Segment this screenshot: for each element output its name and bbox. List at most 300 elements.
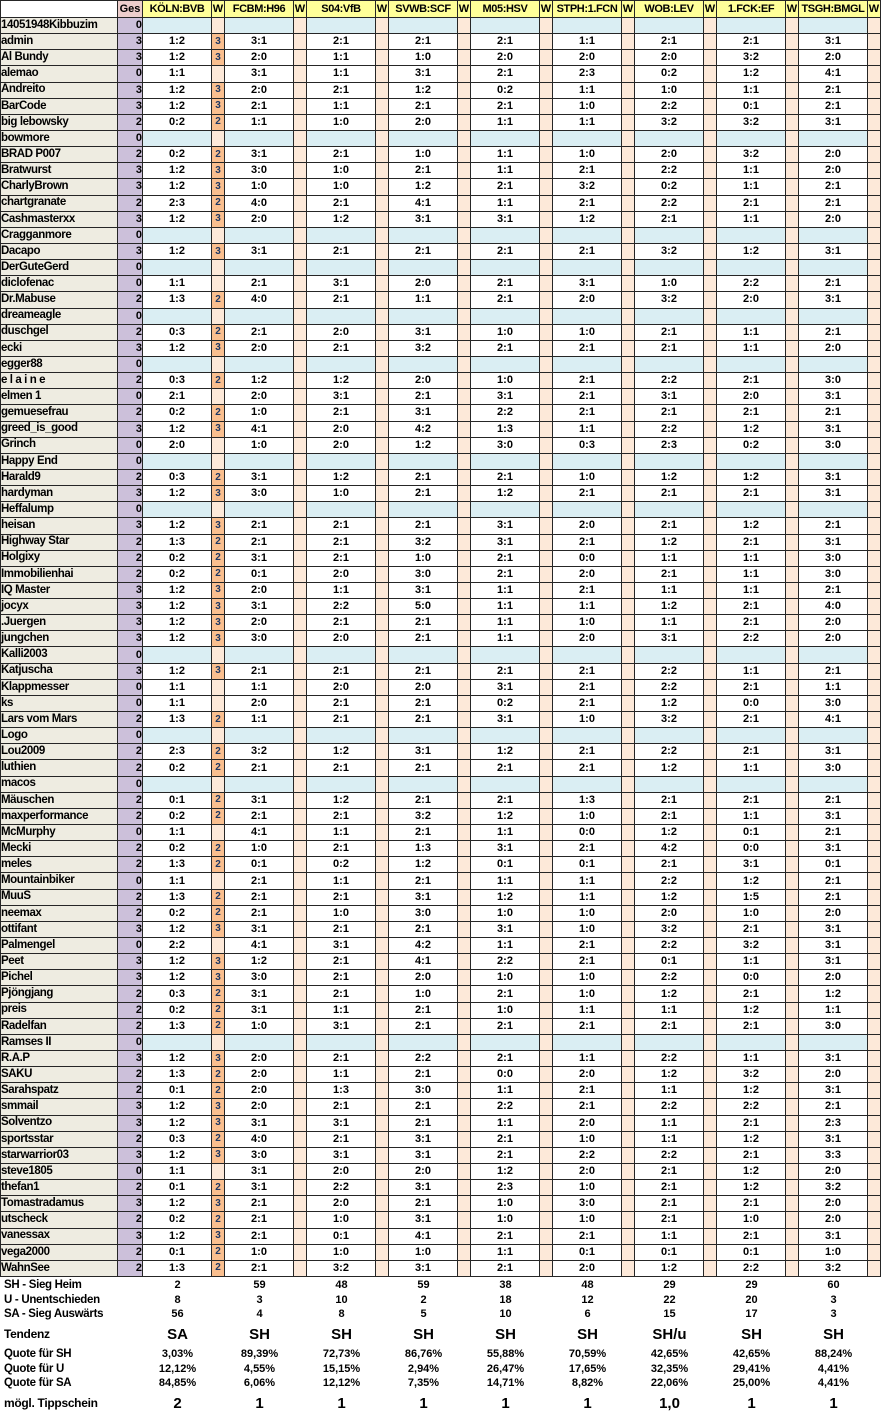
- points-cell[interactable]: [376, 921, 389, 937]
- points-cell[interactable]: [868, 695, 881, 711]
- points-cell[interactable]: [376, 744, 389, 760]
- prediction-cell[interactable]: 3:1: [307, 276, 376, 292]
- prediction-cell[interactable]: 2:1: [389, 486, 458, 502]
- points-cell[interactable]: [868, 970, 881, 986]
- points-cell[interactable]: [704, 647, 717, 663]
- points-cell[interactable]: [622, 50, 635, 66]
- points-cell[interactable]: [868, 905, 881, 921]
- points-cell[interactable]: [622, 808, 635, 824]
- points-cell[interactable]: [868, 857, 881, 873]
- prediction-cell[interactable]: [799, 1034, 868, 1050]
- player-name-cell[interactable]: Ramses II: [1, 1034, 118, 1050]
- prediction-cell[interactable]: 3:1: [471, 389, 540, 405]
- prediction-cell[interactable]: [635, 647, 704, 663]
- points-cell[interactable]: [294, 873, 307, 889]
- prediction-cell[interactable]: 2:1: [717, 1196, 786, 1212]
- w-header-1[interactable]: W: [212, 1, 225, 18]
- points-cell[interactable]: 3: [212, 921, 225, 937]
- player-name-cell[interactable]: alemao: [1, 66, 118, 82]
- points-cell[interactable]: [294, 98, 307, 114]
- points-cell[interactable]: [622, 857, 635, 873]
- points-cell[interactable]: [458, 744, 471, 760]
- points-cell[interactable]: [376, 647, 389, 663]
- points-cell[interactable]: 2: [212, 550, 225, 566]
- prediction-cell[interactable]: 3:1: [225, 469, 294, 485]
- points-cell[interactable]: [704, 1083, 717, 1099]
- points-cell[interactable]: [868, 1212, 881, 1228]
- points-cell[interactable]: [376, 243, 389, 259]
- player-name-cell[interactable]: DerGuteGerd: [1, 260, 118, 276]
- points-cell[interactable]: [212, 679, 225, 695]
- prediction-cell[interactable]: [471, 130, 540, 146]
- points-cell[interactable]: [458, 1131, 471, 1147]
- prediction-cell[interactable]: 1:2: [717, 1083, 786, 1099]
- prediction-cell[interactable]: 2:1: [717, 986, 786, 1002]
- points-cell[interactable]: [458, 663, 471, 679]
- points-cell[interactable]: [704, 356, 717, 372]
- points-cell[interactable]: [294, 211, 307, 227]
- prediction-cell[interactable]: 1:3: [553, 792, 622, 808]
- prediction-cell[interactable]: 0:2: [143, 566, 212, 582]
- total-points-cell[interactable]: 3: [118, 243, 143, 259]
- points-cell[interactable]: [294, 163, 307, 179]
- points-cell[interactable]: 2: [212, 195, 225, 211]
- total-points-cell[interactable]: 2: [118, 841, 143, 857]
- prediction-cell[interactable]: 3:0: [225, 970, 294, 986]
- w-header-7[interactable]: W: [704, 1, 717, 18]
- prediction-cell[interactable]: 2:2: [143, 938, 212, 954]
- prediction-cell[interactable]: 2:1: [799, 663, 868, 679]
- points-cell[interactable]: [622, 1228, 635, 1244]
- prediction-cell[interactable]: 1:1: [717, 663, 786, 679]
- points-cell[interactable]: [294, 308, 307, 324]
- points-cell[interactable]: [458, 195, 471, 211]
- player-name-cell[interactable]: Tomastradamus: [1, 1196, 118, 1212]
- points-cell[interactable]: [294, 808, 307, 824]
- prediction-cell[interactable]: [307, 227, 376, 243]
- prediction-cell[interactable]: 2:1: [307, 550, 376, 566]
- points-cell[interactable]: [540, 776, 553, 792]
- points-cell[interactable]: [376, 679, 389, 695]
- points-cell[interactable]: [540, 873, 553, 889]
- points-cell[interactable]: [212, 227, 225, 243]
- prediction-cell[interactable]: 1:1: [471, 615, 540, 631]
- points-cell[interactable]: [622, 34, 635, 50]
- prediction-cell[interactable]: 2:0: [799, 1196, 868, 1212]
- prediction-cell[interactable]: 1:2: [389, 179, 458, 195]
- points-cell[interactable]: [458, 1147, 471, 1163]
- points-cell[interactable]: [868, 712, 881, 728]
- points-cell[interactable]: [458, 1099, 471, 1115]
- prediction-cell[interactable]: 2:1: [471, 1260, 540, 1276]
- points-cell[interactable]: [868, 453, 881, 469]
- points-cell[interactable]: 2: [212, 373, 225, 389]
- points-cell[interactable]: [786, 695, 799, 711]
- points-cell[interactable]: [622, 1244, 635, 1260]
- points-cell[interactable]: [540, 808, 553, 824]
- prediction-cell[interactable]: 2:1: [143, 389, 212, 405]
- points-cell[interactable]: [704, 599, 717, 615]
- player-name-cell[interactable]: BarCode: [1, 98, 118, 114]
- player-name-cell[interactable]: Heffalump: [1, 502, 118, 518]
- points-cell[interactable]: [622, 453, 635, 469]
- prediction-cell[interactable]: 1:1: [717, 163, 786, 179]
- points-cell[interactable]: [376, 147, 389, 163]
- prediction-cell[interactable]: 2:1: [389, 1099, 458, 1115]
- points-cell[interactable]: [458, 841, 471, 857]
- points-cell[interactable]: [376, 712, 389, 728]
- player-name-cell[interactable]: bowmore: [1, 130, 118, 146]
- points-cell[interactable]: [540, 938, 553, 954]
- prediction-cell[interactable]: [225, 356, 294, 372]
- prediction-cell[interactable]: 1:2: [799, 986, 868, 1002]
- points-cell[interactable]: [868, 211, 881, 227]
- prediction-cell[interactable]: [389, 453, 458, 469]
- points-cell[interactable]: [294, 1147, 307, 1163]
- prediction-cell[interactable]: 2:1: [635, 34, 704, 50]
- points-cell[interactable]: [704, 98, 717, 114]
- prediction-cell[interactable]: [553, 356, 622, 372]
- points-cell[interactable]: [376, 1196, 389, 1212]
- points-cell[interactable]: [704, 679, 717, 695]
- points-cell[interactable]: [458, 469, 471, 485]
- prediction-cell[interactable]: 3:1: [635, 631, 704, 647]
- points-cell[interactable]: [540, 469, 553, 485]
- points-cell[interactable]: [294, 1196, 307, 1212]
- prediction-cell[interactable]: 1:0: [307, 1244, 376, 1260]
- prediction-cell[interactable]: 2:1: [471, 760, 540, 776]
- prediction-cell[interactable]: 1:1: [225, 712, 294, 728]
- prediction-cell[interactable]: 1:2: [143, 50, 212, 66]
- points-cell[interactable]: [622, 260, 635, 276]
- prediction-cell[interactable]: 1:0: [553, 615, 622, 631]
- total-points-cell[interactable]: 2: [118, 324, 143, 340]
- prediction-cell[interactable]: 1:3: [143, 1067, 212, 1083]
- prediction-cell[interactable]: 1:2: [471, 889, 540, 905]
- prediction-cell[interactable]: 2:1: [225, 663, 294, 679]
- prediction-cell[interactable]: 0:0: [471, 1067, 540, 1083]
- points-cell[interactable]: [704, 825, 717, 841]
- player-name-cell[interactable]: Pichel: [1, 970, 118, 986]
- points-cell[interactable]: [294, 760, 307, 776]
- prediction-cell[interactable]: 2:1: [389, 1115, 458, 1131]
- points-cell[interactable]: [868, 1244, 881, 1260]
- points-cell[interactable]: [376, 211, 389, 227]
- prediction-cell[interactable]: 0:2: [143, 760, 212, 776]
- points-cell[interactable]: [704, 211, 717, 227]
- points-cell[interactable]: [704, 1067, 717, 1083]
- prediction-cell[interactable]: 0:1: [553, 857, 622, 873]
- prediction-cell[interactable]: 3:1: [799, 921, 868, 937]
- prediction-cell[interactable]: 1:1: [307, 873, 376, 889]
- prediction-cell[interactable]: 5:0: [389, 599, 458, 615]
- points-cell[interactable]: 2: [212, 1067, 225, 1083]
- prediction-cell[interactable]: 3:2: [225, 744, 294, 760]
- points-cell[interactable]: [704, 857, 717, 873]
- points-cell[interactable]: [540, 550, 553, 566]
- points-cell[interactable]: [294, 1212, 307, 1228]
- points-cell[interactable]: [622, 1196, 635, 1212]
- prediction-cell[interactable]: 3:2: [635, 114, 704, 130]
- prediction-cell[interactable]: [143, 776, 212, 792]
- points-cell[interactable]: [786, 921, 799, 937]
- prediction-cell[interactable]: 1:2: [143, 340, 212, 356]
- prediction-cell[interactable]: 1:1: [307, 66, 376, 82]
- points-cell[interactable]: 2: [212, 147, 225, 163]
- points-cell[interactable]: [458, 534, 471, 550]
- prediction-cell[interactable]: 0:1: [307, 1228, 376, 1244]
- points-cell[interactable]: [704, 1002, 717, 1018]
- points-cell[interactable]: [540, 486, 553, 502]
- match-header-8[interactable]: 1.FCK:EF: [717, 1, 786, 18]
- prediction-cell[interactable]: 2:1: [307, 695, 376, 711]
- total-points-cell[interactable]: 2: [118, 792, 143, 808]
- prediction-cell[interactable]: 2:1: [553, 744, 622, 760]
- points-cell[interactable]: [704, 18, 717, 34]
- prediction-cell[interactable]: [635, 502, 704, 518]
- points-cell[interactable]: [458, 163, 471, 179]
- points-cell[interactable]: [458, 599, 471, 615]
- prediction-cell[interactable]: 1:0: [553, 147, 622, 163]
- total-points-cell[interactable]: 0: [118, 276, 143, 292]
- points-cell[interactable]: [868, 421, 881, 437]
- points-cell[interactable]: [376, 34, 389, 50]
- points-cell[interactable]: [458, 1034, 471, 1050]
- prediction-cell[interactable]: 2:1: [225, 1212, 294, 1228]
- total-points-cell[interactable]: 2: [118, 1244, 143, 1260]
- points-cell[interactable]: [622, 469, 635, 485]
- prediction-cell[interactable]: 2:0: [799, 1212, 868, 1228]
- points-cell[interactable]: [376, 82, 389, 98]
- prediction-cell[interactable]: 2:1: [635, 1180, 704, 1196]
- prediction-cell[interactable]: [717, 776, 786, 792]
- points-cell[interactable]: [376, 1180, 389, 1196]
- prediction-cell[interactable]: 2:1: [471, 179, 540, 195]
- prediction-cell[interactable]: 1:1: [471, 599, 540, 615]
- points-cell[interactable]: [376, 1034, 389, 1050]
- points-cell[interactable]: [704, 1034, 717, 1050]
- player-name-cell[interactable]: Klappmesser: [1, 679, 118, 695]
- points-cell[interactable]: [786, 1067, 799, 1083]
- prediction-cell[interactable]: 3:1: [799, 421, 868, 437]
- points-cell[interactable]: [376, 776, 389, 792]
- prediction-cell[interactable]: 2:1: [553, 534, 622, 550]
- points-cell[interactable]: [868, 615, 881, 631]
- prediction-cell[interactable]: [389, 728, 458, 744]
- points-cell[interactable]: [212, 825, 225, 841]
- prediction-cell[interactable]: [225, 308, 294, 324]
- prediction-cell[interactable]: 2:2: [635, 373, 704, 389]
- points-cell[interactable]: [704, 389, 717, 405]
- prediction-cell[interactable]: 2:1: [389, 1067, 458, 1083]
- prediction-cell[interactable]: 2:2: [635, 1147, 704, 1163]
- prediction-cell[interactable]: 1:2: [143, 599, 212, 615]
- total-points-cell[interactable]: 0: [118, 502, 143, 518]
- points-cell[interactable]: [294, 712, 307, 728]
- points-cell[interactable]: [458, 1115, 471, 1131]
- prediction-cell[interactable]: 1:2: [143, 1228, 212, 1244]
- prediction-cell[interactable]: 2:1: [471, 469, 540, 485]
- points-cell[interactable]: [868, 243, 881, 259]
- prediction-cell[interactable]: 2:1: [471, 792, 540, 808]
- player-name-cell[interactable]: duschgel: [1, 324, 118, 340]
- player-name-cell[interactable]: preis: [1, 1002, 118, 1018]
- total-points-cell[interactable]: 3: [118, 98, 143, 114]
- points-cell[interactable]: [704, 970, 717, 986]
- prediction-cell[interactable]: [389, 18, 458, 34]
- total-points-cell[interactable]: 2: [118, 1002, 143, 1018]
- player-name-cell[interactable]: Radelfan: [1, 1018, 118, 1034]
- points-cell[interactable]: [458, 437, 471, 453]
- player-name-cell[interactable]: Palmengel: [1, 938, 118, 954]
- total-points-cell[interactable]: 2: [118, 550, 143, 566]
- points-cell[interactable]: [540, 195, 553, 211]
- prediction-cell[interactable]: 2:1: [307, 534, 376, 550]
- prediction-cell[interactable]: 2:1: [389, 1002, 458, 1018]
- points-cell[interactable]: [458, 566, 471, 582]
- prediction-cell[interactable]: 3:1: [225, 1002, 294, 1018]
- points-cell[interactable]: [376, 163, 389, 179]
- prediction-cell[interactable]: [553, 776, 622, 792]
- prediction-cell[interactable]: 2:2: [471, 954, 540, 970]
- points-cell[interactable]: [294, 130, 307, 146]
- prediction-cell[interactable]: 3:2: [717, 114, 786, 130]
- prediction-cell[interactable]: 2:1: [635, 1196, 704, 1212]
- points-cell[interactable]: [294, 195, 307, 211]
- prediction-cell[interactable]: 4:0: [225, 1131, 294, 1147]
- points-cell[interactable]: [622, 954, 635, 970]
- points-cell[interactable]: [540, 421, 553, 437]
- prediction-cell[interactable]: 1:2: [143, 921, 212, 937]
- prediction-cell[interactable]: 1:1: [143, 873, 212, 889]
- points-cell[interactable]: [786, 260, 799, 276]
- points-cell[interactable]: [540, 663, 553, 679]
- prediction-cell[interactable]: 4:0: [799, 599, 868, 615]
- points-cell[interactable]: [704, 1115, 717, 1131]
- prediction-cell[interactable]: [471, 728, 540, 744]
- prediction-cell[interactable]: [389, 227, 458, 243]
- prediction-cell[interactable]: 3:2: [799, 1260, 868, 1276]
- points-cell[interactable]: [868, 50, 881, 66]
- points-cell[interactable]: [376, 566, 389, 582]
- prediction-cell[interactable]: 1:0: [225, 841, 294, 857]
- points-cell[interactable]: [376, 18, 389, 34]
- match-header-9[interactable]: TSGH:BMGL: [799, 1, 868, 18]
- w-header-5[interactable]: W: [540, 1, 553, 18]
- prediction-cell[interactable]: 3:1: [225, 1163, 294, 1179]
- prediction-cell[interactable]: 3:0: [389, 905, 458, 921]
- points-cell[interactable]: [294, 566, 307, 582]
- prediction-cell[interactable]: 3:1: [389, 744, 458, 760]
- prediction-cell[interactable]: 3:1: [799, 938, 868, 954]
- prediction-cell[interactable]: [389, 260, 458, 276]
- points-cell[interactable]: [458, 679, 471, 695]
- points-cell[interactable]: [868, 18, 881, 34]
- total-points-cell[interactable]: 0: [118, 825, 143, 841]
- prediction-cell[interactable]: 2:1: [717, 34, 786, 50]
- prediction-cell[interactable]: [553, 1034, 622, 1050]
- prediction-cell[interactable]: 2:0: [553, 50, 622, 66]
- points-cell[interactable]: [212, 356, 225, 372]
- points-cell[interactable]: [622, 227, 635, 243]
- prediction-cell[interactable]: 2:1: [471, 1018, 540, 1034]
- points-cell[interactable]: [622, 776, 635, 792]
- points-cell[interactable]: [540, 712, 553, 728]
- points-cell[interactable]: [622, 695, 635, 711]
- player-name-cell[interactable]: Mountainbiker: [1, 873, 118, 889]
- points-cell[interactable]: [868, 179, 881, 195]
- points-cell[interactable]: [540, 728, 553, 744]
- points-cell[interactable]: [868, 66, 881, 82]
- points-cell[interactable]: [868, 130, 881, 146]
- points-cell[interactable]: [868, 1083, 881, 1099]
- points-cell[interactable]: [704, 1212, 717, 1228]
- prediction-cell[interactable]: [635, 308, 704, 324]
- points-cell[interactable]: [622, 98, 635, 114]
- points-cell[interactable]: [540, 260, 553, 276]
- prediction-cell[interactable]: 1:1: [307, 1067, 376, 1083]
- points-cell[interactable]: [622, 986, 635, 1002]
- points-cell[interactable]: [376, 1244, 389, 1260]
- prediction-cell[interactable]: 1:1: [635, 1083, 704, 1099]
- prediction-cell[interactable]: 1:1: [553, 599, 622, 615]
- points-cell[interactable]: [704, 792, 717, 808]
- points-cell[interactable]: [458, 486, 471, 502]
- points-cell[interactable]: [376, 663, 389, 679]
- prediction-cell[interactable]: 2:2: [717, 631, 786, 647]
- player-name-cell[interactable]: .Juergen: [1, 615, 118, 631]
- prediction-cell[interactable]: 1:1: [799, 679, 868, 695]
- points-cell[interactable]: [458, 243, 471, 259]
- prediction-cell[interactable]: 1:1: [553, 889, 622, 905]
- prediction-cell[interactable]: 2:3: [143, 195, 212, 211]
- points-cell[interactable]: [376, 1163, 389, 1179]
- points-cell[interactable]: [376, 373, 389, 389]
- points-cell[interactable]: [212, 776, 225, 792]
- points-cell[interactable]: [458, 405, 471, 421]
- points-cell[interactable]: [868, 566, 881, 582]
- prediction-cell[interactable]: 2:0: [635, 50, 704, 66]
- points-cell[interactable]: [786, 615, 799, 631]
- prediction-cell[interactable]: 3:1: [471, 921, 540, 937]
- total-points-cell[interactable]: 3: [118, 582, 143, 598]
- prediction-cell[interactable]: 1:1: [717, 550, 786, 566]
- points-cell[interactable]: [786, 1115, 799, 1131]
- points-cell[interactable]: [540, 98, 553, 114]
- prediction-cell[interactable]: [635, 776, 704, 792]
- points-cell[interactable]: [704, 227, 717, 243]
- points-cell[interactable]: [540, 615, 553, 631]
- player-name-cell[interactable]: big lebowsky: [1, 114, 118, 130]
- prediction-cell[interactable]: 1:3: [389, 841, 458, 857]
- prediction-cell[interactable]: 0:2: [143, 147, 212, 163]
- points-cell[interactable]: [376, 873, 389, 889]
- prediction-cell[interactable]: 2:1: [553, 938, 622, 954]
- total-points-cell[interactable]: 3: [118, 970, 143, 986]
- prediction-cell[interactable]: 2:3: [471, 1180, 540, 1196]
- prediction-cell[interactable]: 2:0: [799, 905, 868, 921]
- points-cell[interactable]: 2: [212, 324, 225, 340]
- points-cell[interactable]: [540, 1196, 553, 1212]
- prediction-cell[interactable]: 1:2: [143, 1147, 212, 1163]
- prediction-cell[interactable]: 2:1: [225, 1260, 294, 1276]
- prediction-cell[interactable]: 2:1: [553, 1099, 622, 1115]
- prediction-cell[interactable]: 2:1: [799, 98, 868, 114]
- prediction-cell[interactable]: 0:3: [143, 324, 212, 340]
- points-cell[interactable]: [622, 728, 635, 744]
- prediction-cell[interactable]: 4:1: [799, 712, 868, 728]
- prediction-cell[interactable]: [471, 776, 540, 792]
